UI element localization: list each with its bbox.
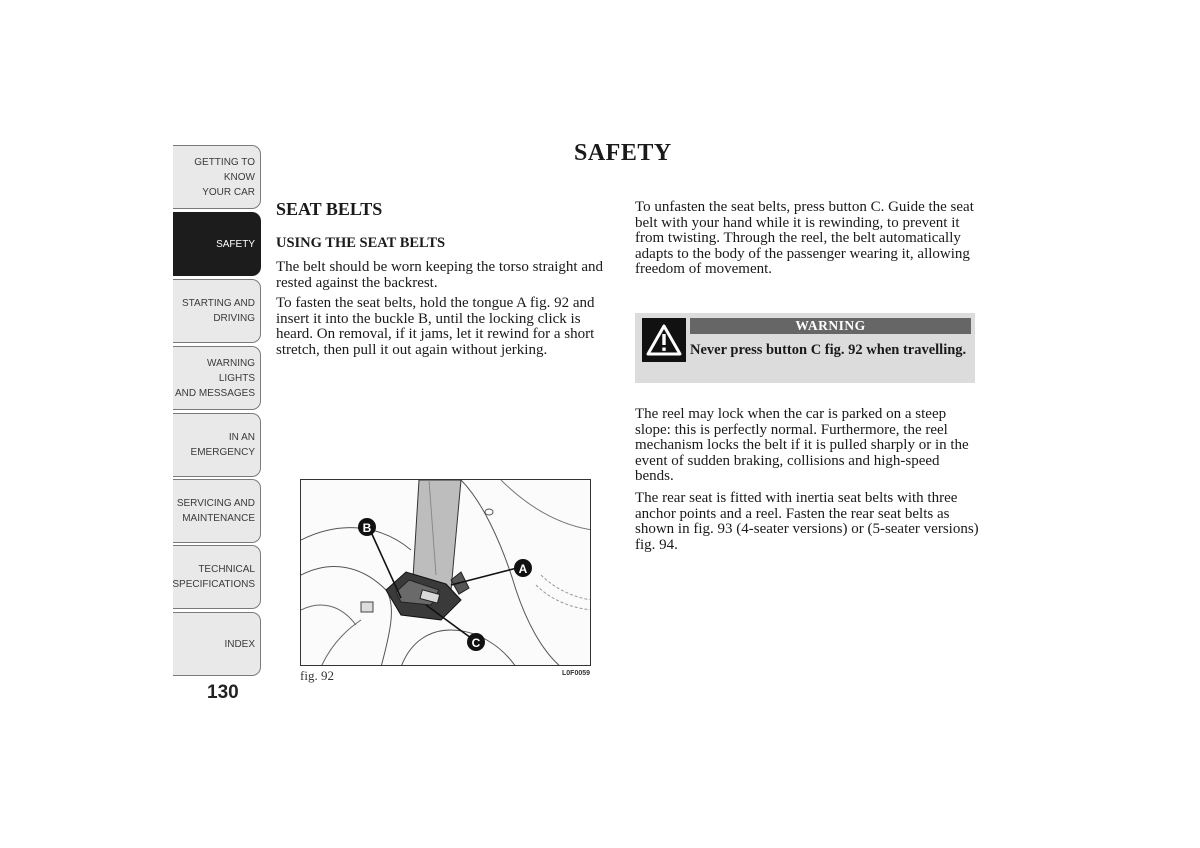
page-number: 130 [207,682,239,703]
warning-text: Never press button C fig. 92 when travelling. [690,342,967,358]
warning-icon-box [642,318,686,362]
tab-label: GETTING TO KNOW YOUR CAR [194,156,255,198]
tab-index[interactable] [173,612,261,676]
tab-technical-specifications[interactable] [173,545,261,609]
body-paragraph: To unfasten the seat belts, press button C. Guide the seat belt with your hand while it is rewinding, to prevent it from twisting. Through the reel, the belt automatically adapts to the body of the passenger wearing it, allowing freedom of movement. [635,199,974,278]
tab-label: STARTING AND DRIVING [182,298,255,324]
tab-label: SERVICING AND MAINTENANCE [176,498,255,524]
tab-label: IN AN EMERGENCY [190,432,255,458]
figure-seat-belt-buckle [300,479,591,666]
callout-label: B [362,521,372,535]
tab-servicing-and-maintenance[interactable] [173,479,261,543]
callout-a [514,559,532,577]
callout-b [358,518,376,536]
page-title: SAFETY [574,140,672,166]
body-paragraph: To fasten the seat belts, hold the tongue A fig. 92 and insert it into the buckle B, until the locking click is heard. On removal, if it jams, let it rewind for a short stretch, then pull it out again without jerking. [276,295,595,358]
tab-warning-lights-and-messages[interactable] [173,346,261,410]
tab-label: TECHNICAL SPECIFICATIONS [172,564,255,590]
tab-starting-and-driving[interactable] [173,279,261,343]
body-paragraph: The rear seat is fitted with inertia seat belts with three anchor points and a reel. Fasten the rear seat belts as shown in fig. 93 (4-seater versions) or (5-seater versions) fig. 94. [635,490,979,553]
tab-label: INDEX [224,638,255,650]
tab-getting-to-know-your-car[interactable] [173,145,261,209]
figure-code: L0F0059 [562,670,591,677]
tab-label: WARNING LIGHTS AND MESSAGES [174,357,255,399]
warning-title: WARNING [690,318,971,334]
callout-c [467,633,485,651]
callout-label: A [518,562,528,576]
section-heading: SEAT BELTS [276,199,383,219]
seat-belt-illustration [301,480,591,666]
body-paragraph: The belt should be worn keeping the torso straight and rested against the backrest. [276,259,604,291]
tab-label: SAFETY [216,238,255,250]
callout-label: C [471,636,481,650]
warning-triangle-icon [645,323,683,357]
body-paragraph: The reel may lock when the car is parked on a steep slope: this is perfectly normal. Furthermore, the reel mechanism locks the belt if it is pulled sharply or in the event of sudden braking, collisions and high-speed bends. [635,406,969,485]
figure-caption: fig. 92 [300,668,334,683]
tab-in-an-emergency[interactable] [173,413,261,477]
section-subheading: USING THE SEAT BELTS [276,235,446,251]
tab-safety[interactable] [173,212,261,276]
